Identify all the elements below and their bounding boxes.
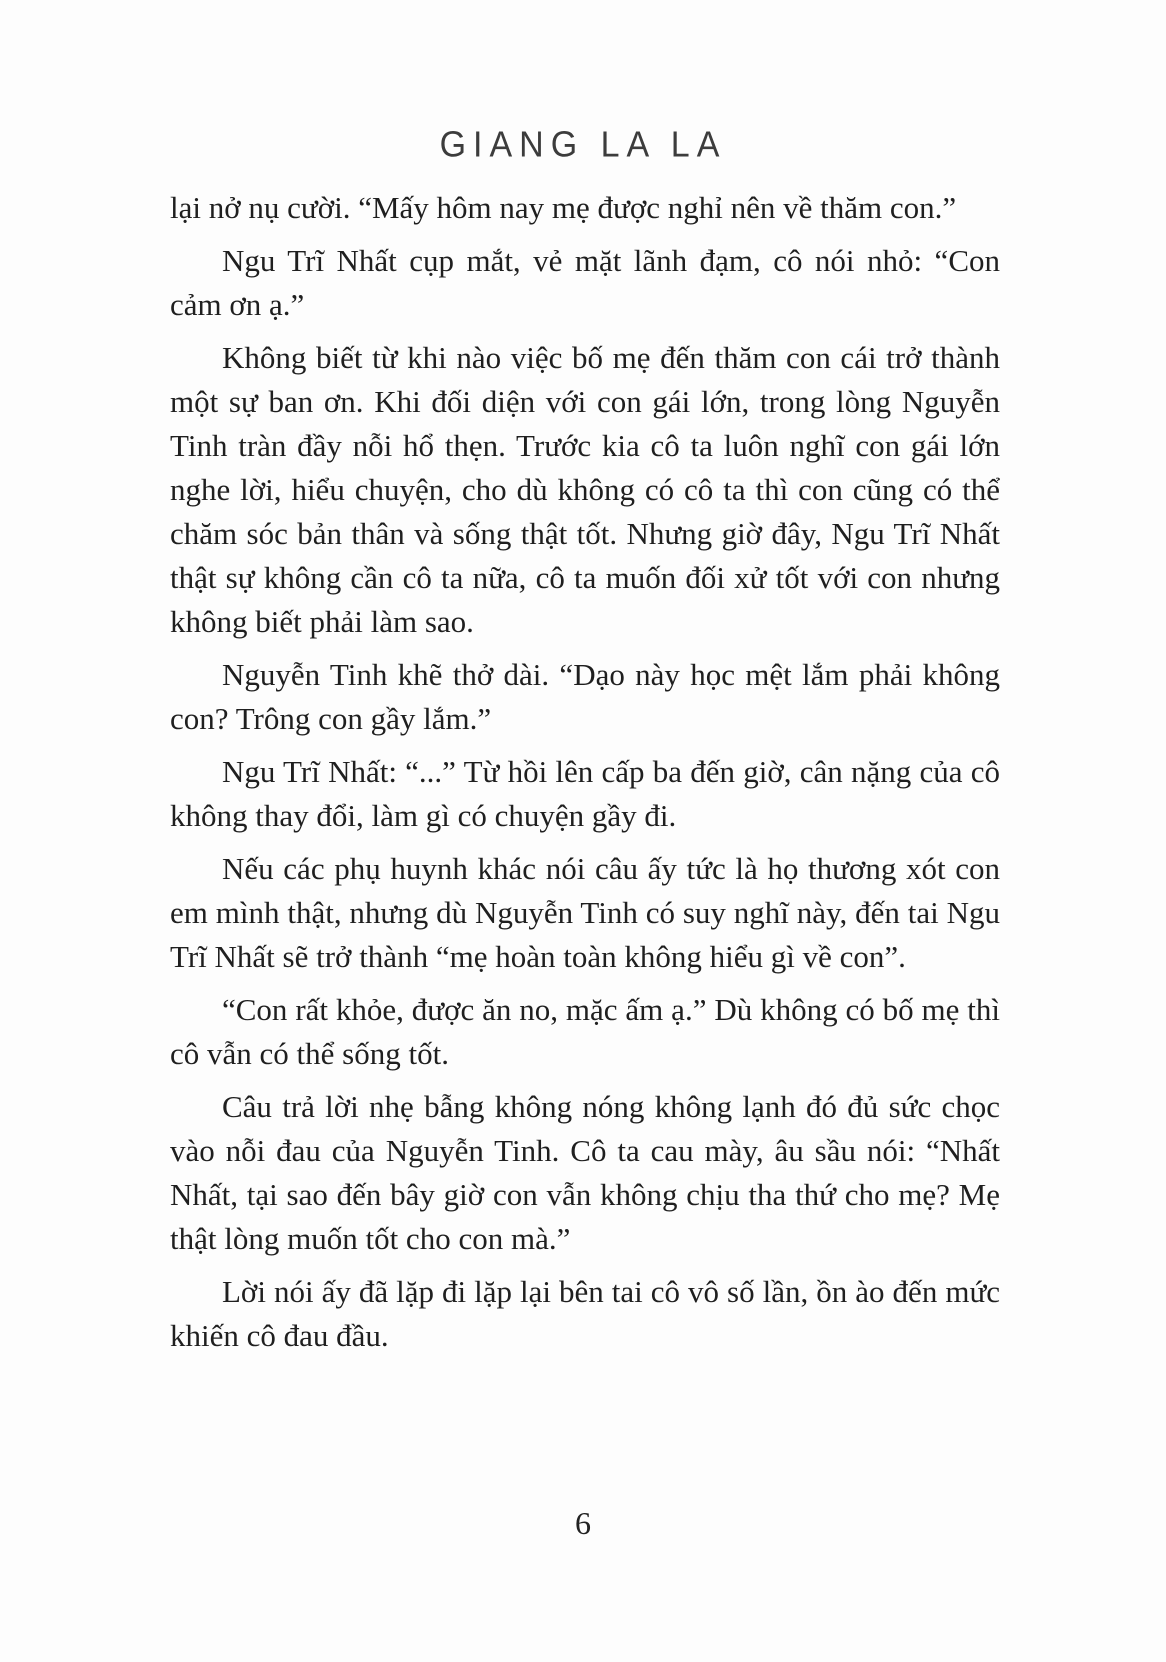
paragraph: “Con rất khỏe, được ăn no, mặc ấm ạ.” Dù không có bố mẹ thì cô vẫn có thể sống tốt.	[170, 992, 1000, 1071]
paragraph: Nguyễn Tinh khẽ thở dài. “Dạo này học mệt lắm phải không con? Trông con gầy lắm.”	[170, 657, 1000, 736]
paragraph: Lời nói ấy đã lặp đi lặp lại bên tai cô vô số lần, ồn ào đến mức khiến cô đau đầu.	[170, 1274, 1000, 1353]
page-body	[170, 186, 1000, 1367]
paragraph: Câu trả lời nhẹ bẫng không nóng không lạnh đó đủ sức chọc vào nỗi đau của Nguyễn Tinh. Cô ta cau mày, âu sầu nói: “Nhất Nhất, tại sao đến bây giờ con vẫn không chịu tha thứ cho mẹ? Mẹ thật lòng muốn tốt cho con mà.”	[170, 1089, 1000, 1256]
paragraph: Không biết từ khi nào việc bố mẹ đến thăm con cái trở thành một sự ban ơn. Khi đối diện với con gái lớn, trong lòng Nguyễn Tinh tràn đầy nỗi hổ thẹn. Trước kia cô ta luôn nghĩ con gái lớn nghe lời, hiểu chuyện, cho dù không có cô ta thì con cũng có thể chăm sóc bản thân và sống thật tốt. Nhưng giờ đây, Ngu Trĩ Nhất thật sự không cần cô ta nữa, cô ta muốn đối xử tốt với con nhưng không biết phải làm sao.	[170, 340, 1000, 639]
paragraph: Nếu các phụ huynh khác nói câu ấy tức là họ thương xót con em mình thật, nhưng dù Nguyễn Tinh có suy nghĩ này, đến tai Ngu Trĩ Nhất sẽ trở thành “mẹ hoàn toàn không hiểu gì về con”.	[170, 851, 1000, 974]
paragraph: Ngu Trĩ Nhất cụp mắt, vẻ mặt lãnh đạm, cô nói nhỏ: “Con cảm ơn ạ.”	[170, 243, 1000, 322]
paragraph: lại nở nụ cười. “Mấy hôm nay mẹ được nghỉ nên về thăm con.”	[170, 190, 957, 225]
running-header: GIANG LA LA	[439, 125, 727, 165]
page-number: 6	[575, 1505, 591, 1541]
paragraph: Ngu Trĩ Nhất: “...” Từ hồi lên cấp ba đến giờ, cân nặng của cô không thay đổi, làm gì có chuyện gầy đi.	[170, 754, 1000, 833]
